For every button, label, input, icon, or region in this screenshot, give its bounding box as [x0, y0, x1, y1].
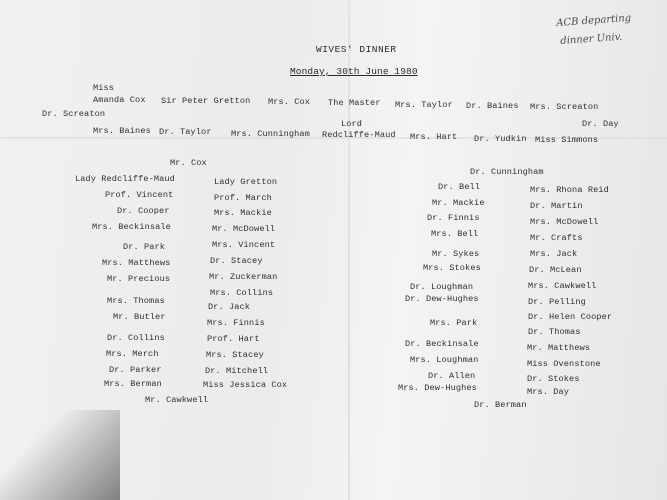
left-table-guest: Mrs. Merch [106, 349, 159, 359]
left-table-guest: Prof. March [214, 193, 272, 203]
left-table-guest: Lady Gretton [214, 177, 278, 187]
top-table-guest: Dr. Day [582, 119, 619, 129]
left-table-guest: Mrs. Mackie [214, 208, 272, 218]
left-table-guest: Prof. Hart [207, 334, 260, 344]
right-table-guest: Mrs. Cawkwell [528, 281, 597, 291]
top-table-guest: Lord [341, 119, 363, 129]
right-table-guest: Mrs. Loughman [410, 355, 479, 365]
right-table-guest: Dr. Berman [474, 400, 527, 410]
left-table-guest: Mr. Precious [107, 274, 171, 284]
left-table-guest: Mrs. Finnis [207, 318, 265, 328]
left-table-guest: Dr. Stacey [210, 256, 263, 266]
top-table-guest: The Master [328, 98, 381, 108]
left-table-head: Mr. Cox [170, 158, 207, 168]
right-table-guest: Dr. Martin [530, 201, 583, 211]
top-table-guest: Dr. Screaton [42, 109, 106, 119]
handwritten-note-line-2: dinner Univ. [560, 31, 623, 47]
left-table-guest: Mr. Zuckerman [209, 272, 278, 282]
right-table-guest: Mrs. Rhona Reid [530, 185, 609, 195]
left-table-guest: Mr. Butler [113, 312, 166, 322]
document-title: WIVES' DINNER [316, 44, 397, 55]
left-table-guest: Lady Redcliffe-Maud [75, 174, 175, 184]
left-table-guest: Mrs. Matthews [102, 258, 171, 268]
left-table-guest: Mrs. Berman [104, 379, 162, 389]
right-table-guest: Dr. Pelling [528, 297, 586, 307]
top-table-guest: Miss Simmons [535, 135, 599, 145]
left-table-guest: Dr. Cooper [117, 206, 170, 216]
right-table-guest: Dr. Loughman [410, 282, 474, 292]
left-table-guest: Mrs. Beckinsale [92, 222, 171, 232]
top-table-guest: Dr. Taylor [159, 127, 212, 137]
top-table-guest: Redcliffe-Maud [322, 130, 396, 140]
top-table-guest: Sir Peter Gretton [161, 96, 251, 106]
left-table-guest: Dr. Jack [208, 302, 251, 312]
right-table-guest: Dr. Bell [438, 182, 481, 192]
right-table-guest: Mrs. Jack [530, 249, 578, 259]
right-table-head: Dr. Cunningham [470, 167, 544, 177]
left-table-guest: Prof. Vincent [105, 190, 174, 200]
right-table-guest: Mr. Matthews [527, 343, 591, 353]
left-table-guest: Dr. Park [123, 242, 166, 252]
right-table-guest: Mrs. Day [527, 387, 570, 397]
top-table-guest: Miss [93, 83, 115, 93]
left-table-guest: Miss Jessica Cox [203, 380, 288, 390]
left-table-guest: Mr. McDowell [212, 224, 276, 234]
top-table-guest: Dr. Baines [466, 101, 519, 111]
left-table-guest: Dr. Collins [107, 333, 165, 343]
right-table-guest: Dr. Helen Cooper [528, 312, 613, 322]
right-table-guest: Dr. Stokes [527, 374, 580, 384]
left-table-guest: Mrs. Stacey [206, 350, 264, 360]
right-table-guest: Mrs. Stokes [423, 263, 481, 273]
right-table-guest: Dr. Allen [428, 371, 476, 381]
right-table-guest: Dr. Beckinsale [405, 339, 479, 349]
top-table-guest: Mrs. Screaton [530, 102, 599, 112]
right-table-guest: Mrs. Park [430, 318, 478, 328]
left-table-guest: Mrs. Collins [210, 288, 274, 298]
top-table-guest: Amanda Cox [93, 95, 146, 105]
top-table-guest: Mrs. Taylor [395, 100, 453, 110]
handwritten-note-line-1: ACB departing [556, 12, 632, 29]
left-table-guest: Mrs. Vincent [212, 240, 276, 250]
left-table-guest: Mr. Cawkwell [145, 395, 209, 405]
right-table-guest: Dr. McLean [529, 265, 582, 275]
right-table-guest: Mrs. McDowell [530, 217, 599, 227]
right-table-guest: Miss Ovenstone [527, 359, 601, 369]
left-table-guest: Dr. Parker [109, 365, 162, 375]
right-table-guest: Dr. Thomas [528, 327, 581, 337]
right-table-guest: Mr. Sykes [432, 249, 480, 259]
top-table-guest: Mrs. Baines [93, 126, 151, 136]
right-table-guest: Mrs. Dew-Hughes [398, 383, 477, 393]
right-table-guest: Mrs. Bell [431, 229, 479, 239]
right-table-guest: Dr. Dew-Hughes [405, 294, 479, 304]
right-table-guest: Mr. Mackie [432, 198, 485, 208]
paper-edge-shadow [0, 410, 120, 500]
left-table-guest: Dr. Mitchell [205, 366, 269, 376]
top-table-guest: Mrs. Hart [410, 132, 458, 142]
left-table-guest: Mrs. Thomas [107, 296, 165, 306]
top-table-guest: Mrs. Cox [268, 97, 311, 107]
right-table-guest: Dr. Finnis [427, 213, 480, 223]
top-table-guest: Dr. Yudkin [474, 134, 527, 144]
right-table-guest: Mr. Crafts [530, 233, 583, 243]
top-table-guest: Mrs. Cunningham [231, 129, 310, 139]
document-date: Monday, 30th June 1980 [290, 66, 418, 77]
